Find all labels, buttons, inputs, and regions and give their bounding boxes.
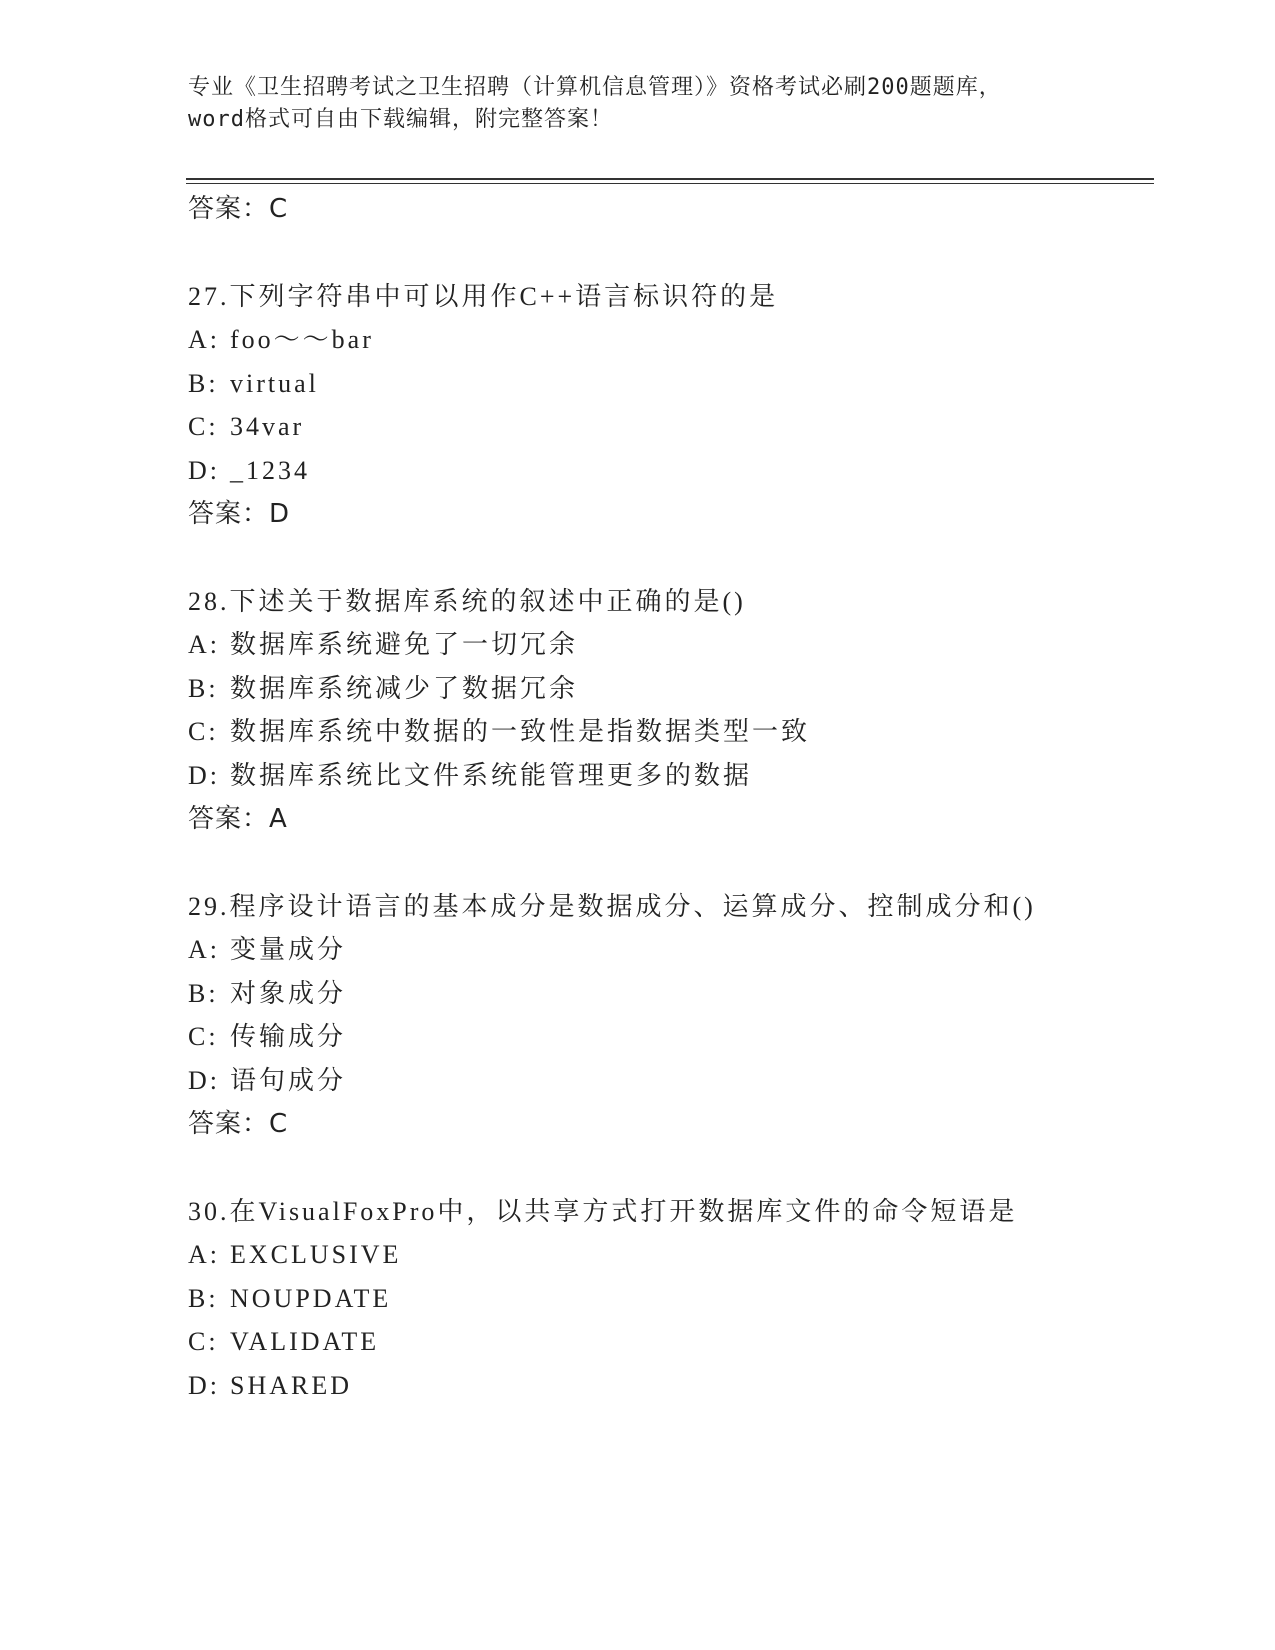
option-letter: C: — [188, 1022, 219, 1051]
option-letter: A: — [188, 935, 220, 964]
header-line-1: 专业《卫生招聘考试之卫生招聘（计算机信息管理）》资格考试必刷200题题库， — [188, 75, 1002, 100]
option-letter: D: — [188, 761, 220, 790]
question-27-option-b — [188, 369, 319, 399]
option-text: 传输成分 — [230, 1022, 347, 1051]
question-28-option-c — [188, 717, 810, 747]
option-text: 数据库系统避免了一切冗余 — [230, 630, 579, 659]
option-letter: D: — [188, 1066, 220, 1095]
question-29-text: 29.程序设计语言的基本成分是数据成分、运算成分、控制成分和() — [188, 892, 1036, 921]
option-text: 对象成分 — [230, 979, 347, 1008]
option-text: 数据库系统比文件系统能管理更多的数据 — [230, 761, 753, 790]
question-29-option-d — [188, 1066, 346, 1096]
option-letter: A: — [188, 1240, 220, 1269]
option-text: SHARED — [230, 1371, 353, 1400]
option-text: _1234 — [230, 456, 310, 485]
document-header — [188, 72, 1088, 136]
question-28-answer: 答案：A — [188, 804, 288, 834]
option-text: 34var — [230, 412, 305, 441]
header-divider-thick — [186, 178, 1154, 180]
option-letter: A: — [188, 630, 220, 659]
option-letter: C: — [188, 412, 219, 441]
question-27-option-c — [188, 412, 304, 442]
question-28-option-a — [188, 630, 578, 660]
question-29-option-c — [188, 1022, 346, 1052]
option-letter: C: — [188, 717, 219, 746]
option-text: NOUPDATE — [230, 1284, 392, 1313]
option-text: 数据库系统减少了数据冗余 — [230, 674, 579, 703]
option-letter: C: — [188, 1327, 219, 1356]
option-letter: B: — [188, 1284, 219, 1313]
question-30-option-d — [188, 1371, 352, 1401]
question-30-text: 30.在VisualFoxPro中，以共享方式打开数据库文件的命令短语是 — [188, 1197, 1018, 1226]
question-27-option-a — [188, 325, 374, 355]
option-text: 数据库系统中数据的一致性是指数据类型一致 — [230, 717, 811, 746]
question-28-option-b — [188, 674, 578, 704]
option-text: 语句成分 — [230, 1066, 347, 1095]
question-30-option-a — [188, 1240, 401, 1270]
question-29-answer: 答案：C — [188, 1109, 289, 1139]
header-divider-thin — [186, 183, 1154, 184]
question-28-text: 28.下述关于数据库系统的叙述中正确的是() — [188, 587, 746, 616]
question-29-option-b — [188, 979, 346, 1009]
option-letter: B: — [188, 674, 219, 703]
question-27-text: 27.下列字符串中可以用作C++语言标识符的是 — [188, 282, 779, 311]
option-text: 变量成分 — [230, 935, 347, 964]
option-letter: A: — [188, 325, 220, 354]
question-27-option-d — [188, 456, 310, 486]
option-text: foo～～bar — [230, 325, 374, 354]
option-letter: B: — [188, 369, 219, 398]
option-text: virtual — [230, 369, 319, 398]
question-27-answer: 答案：D — [188, 499, 291, 529]
option-letter: B: — [188, 979, 219, 1008]
question-29-option-a — [188, 935, 346, 965]
header-line-2: word格式可自由下载编辑，附完整答案！ — [188, 107, 613, 132]
question-30-option-c — [188, 1327, 379, 1357]
option-letter: D: — [188, 1371, 220, 1400]
prev-answer: 答案：C — [188, 194, 289, 224]
option-text: VALIDATE — [230, 1327, 380, 1356]
option-text: EXCLUSIVE — [230, 1240, 402, 1269]
option-letter: D: — [188, 456, 220, 485]
question-28-option-d — [188, 761, 752, 791]
question-30-option-b — [188, 1284, 391, 1314]
